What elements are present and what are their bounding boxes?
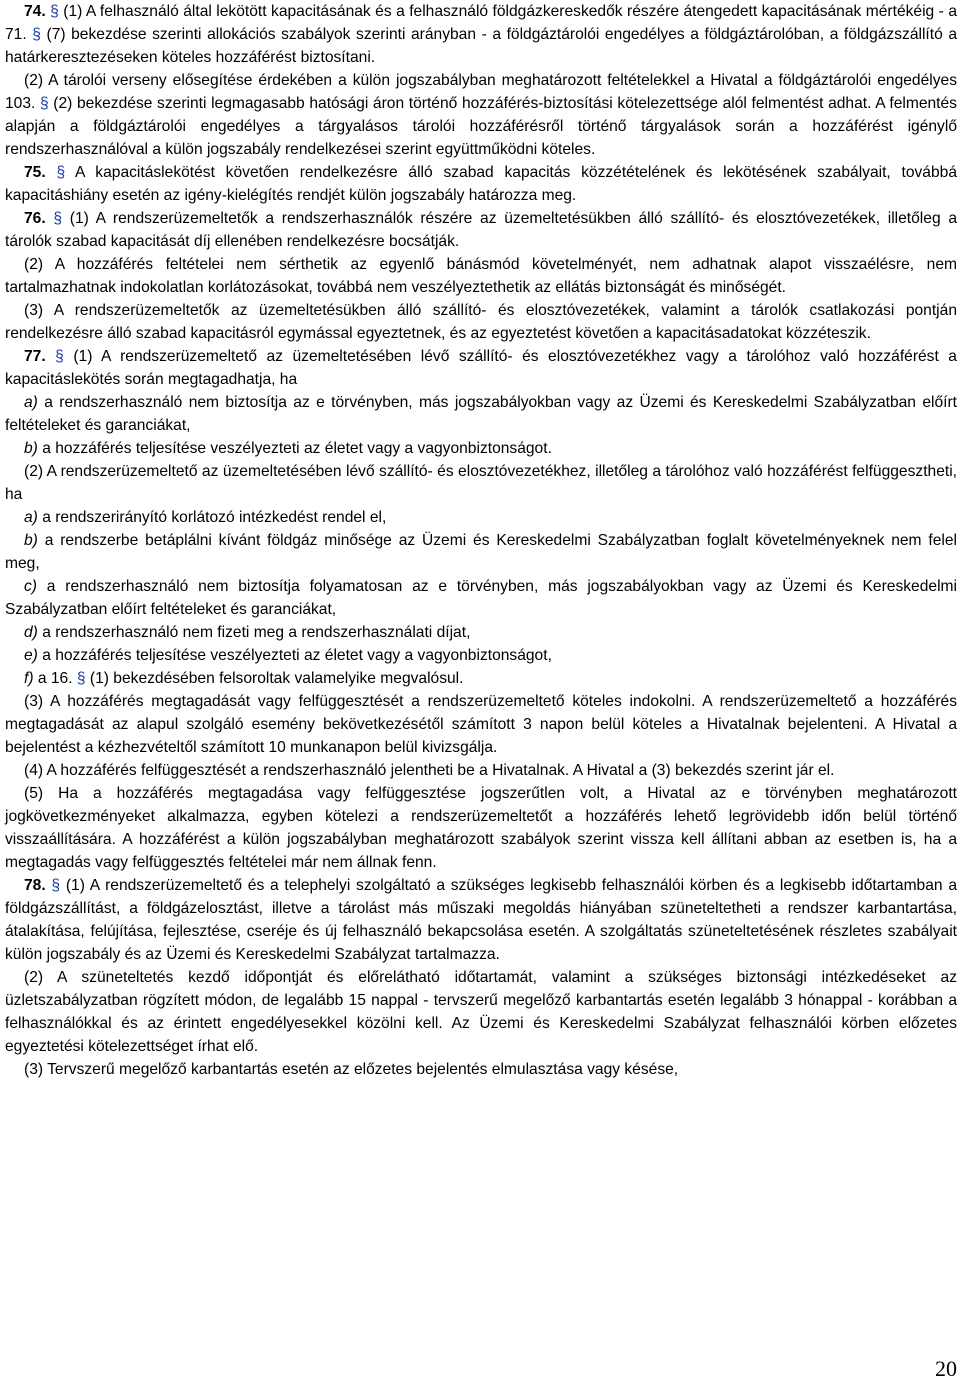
paragraph bbox=[5, 759, 957, 782]
section-link[interactable]: § bbox=[32, 26, 41, 43]
section-link[interactable]: § bbox=[45, 210, 63, 227]
paragraph bbox=[5, 437, 957, 460]
list-marker: a) bbox=[24, 509, 38, 526]
list-marker: f) bbox=[24, 670, 34, 687]
list-marker: b) bbox=[24, 532, 38, 549]
paragraph bbox=[5, 1058, 957, 1081]
section-link[interactable]: § bbox=[45, 348, 64, 365]
paragraph bbox=[5, 874, 957, 966]
list-marker: d) bbox=[24, 624, 38, 641]
paragraph bbox=[5, 782, 957, 874]
paragraph-text: a hozzáférés teljesítése veszélyezteti az életet vagy a vagyonbiztonságot, bbox=[37, 647, 552, 664]
paragraph-text: A kapacitáslekötést követően rendelkezésre álló szabad kapacitás közzétételének és lekötésének szabályait, továbbá kapacitáshiány esetén az igény-kielégítés rendjét külön jogszabály határozza meg. bbox=[5, 164, 957, 204]
paragraph bbox=[5, 0, 957, 69]
paragraph bbox=[5, 529, 957, 575]
section-link[interactable]: § bbox=[39, 95, 49, 112]
paragraph-text: (1) A felhasználó által lekötött kapacitásának és a felhasználó földgázkereskedők részére átengedett kapacitásának mértékéig - a 71. bbox=[5, 3, 957, 43]
paragraph bbox=[5, 575, 957, 621]
paragraph bbox=[5, 391, 957, 437]
paragraph-text: (7) bekezdése szerinti allokációs szabályok szerinti arányban - a földgáztárolói engedélyes a földgáztárolóban, a földgázszállító a határkeresztezéseken köteles hozzáférést biztosítani. bbox=[5, 26, 957, 66]
page-number: 20 bbox=[935, 1356, 957, 1381]
paragraph bbox=[5, 299, 957, 345]
paragraph bbox=[5, 460, 957, 506]
paragraph-text: (2) A rendszerüzemeltető az üzemeltetésében lévő szállító- és elosztóvezetékhez, illetőleg a tárolóhoz való hozzáférést felfüggesztheti, ha bbox=[5, 463, 957, 503]
paragraph-text: a rendszerirányító korlátozó intézkedést rendel el, bbox=[37, 509, 387, 526]
paragraph-text: (1) A rendszerüzemeltetők a rendszerhasználók részére az üzemeltetésükben álló szállító- és elosztóvezetékek, illetőleg a tárolók szabad kapacitását díj ellenében rendelkezésre bocsátják. bbox=[5, 210, 957, 250]
list-marker: e) bbox=[24, 647, 38, 664]
paragraph bbox=[5, 966, 957, 1058]
paragraph-text: (1) A rendszerüzemeltető és a telephelyi szolgáltató a szükséges legkisebb felhasználói körben és a legkisebb időtartamban a földgázszállítást, a földgázelosztást, illetve a tárolást más műszaki megoldás hiányában szüneteltetheti a rendszer karbantartása, átalakítása, felújítása, fejlesztése, cseréje és új felhasználó bekapcsolása esetén. A szolgáltatás szüneteltetésének részletes szabályait külön jogszabály és az Üzemi és Kereskedelmi Szabályzat tartalmazza. bbox=[5, 877, 957, 963]
paragraph-text: a rendszerhasználó nem fizeti meg a rendszerhasználati díjat, bbox=[37, 624, 471, 641]
document-page bbox=[5, 0, 957, 1081]
paragraph bbox=[5, 667, 957, 690]
paragraph-text: a 16. bbox=[33, 670, 77, 687]
paragraph bbox=[5, 207, 957, 253]
paragraph-text: (3) A hozzáférés megtagadását vagy felfüggesztését a rendszerüzemeltető köteles indokolni. A rendszerüzemeltető a hozzáférés megtagadását az alapul szolgáló esemény bekövetkezésétől számított 3 napon belül köteles a Hivatalnak bejelenteni. A Hivatal a bejelentést a kézhezvételtől számított 10 munkanapon belül kivizsgálja. bbox=[5, 693, 957, 756]
paragraph-text: a rendszerhasználó nem biztosítja az e törvényben, más jogszabályokban vagy az Üzemi és Kereskedelmi Szabályzatban előírt feltételeket és garanciákat, bbox=[5, 394, 957, 434]
paragraph-text: (2) A szüneteltetés kezdő időpontját és előrelátható időtartamát, valamint a szükséges biztonsági intézkedéseket az üzletszabályzatban rögzített módon, de legalább 15 nappal - tervszerű megelőző karbantartás esetén legalább 3 hónappal - korábban a felhasználókkal és az érintett engedélyesekkel közölni kell. Az Üzemi és Kereskedelmi Szabályzat felhasználói körben előzetes egyeztetési kötelezettséget írhat elő. bbox=[5, 969, 957, 1055]
list-marker: a) bbox=[24, 394, 38, 411]
paragraph-text: (2) A hozzáférés feltételei nem sérthetik az egyenlő bánásmód követelményét, nem adhatnak alapot visszaélésre, nem tartalmazhatnak indokolatlan korlátozásokat, továbbá nem veszélyeztethetik az ellátás biztonságát és minőségét. bbox=[5, 256, 957, 296]
list-marker: c) bbox=[24, 578, 37, 595]
paragraph-text: (1) bekezdésében felsoroltak valamelyike megvalósul. bbox=[85, 670, 464, 687]
paragraph-text: (3) Tervszerű megelőző karbantartás esetén az előzetes bejelentés elmulasztása vagy késése, bbox=[24, 1061, 679, 1078]
paragraph bbox=[5, 69, 957, 161]
section-link[interactable]: § bbox=[76, 670, 86, 687]
paragraph bbox=[5, 644, 957, 667]
paragraph-text: a rendszerhasználó nem biztosítja folyamatosan az e törvényben, más jogszabályokban vagy az Üzemi és Kereskedelmi Szabályzatban előírt feltételeket és garanciákat, bbox=[5, 578, 957, 618]
list-marker: b) bbox=[24, 440, 38, 457]
section-number: 77. bbox=[24, 348, 46, 365]
paragraph bbox=[5, 161, 957, 207]
section-link[interactable]: § bbox=[45, 877, 61, 894]
paragraph-text: (2) A tárolói verseny elősegítése érdekében a külön jogszabályban meghatározott feltételekkel a Hivatal a földgáztárolói engedélyes 103. bbox=[5, 72, 957, 112]
paragraph bbox=[5, 621, 957, 644]
paragraph-text: (2) bekezdése szerinti legmagasabb hatósági áron történő hozzáférés-biztosítási kötelezettsége alól felmentést adhat. A felmentés alapján a földgáztárolói engedélyes a tárgyalásos tárolói hozzáférésről történő tárgyalások során a hozzáférést igénylő rendszerhasználóval a külön jogszabály rendelkezései szerint együttműködni köteles. bbox=[5, 95, 957, 158]
section-number: 78. bbox=[24, 877, 46, 894]
section-link[interactable]: § bbox=[45, 3, 59, 20]
section-number: 75. bbox=[24, 164, 46, 181]
paragraph-text: (4) A hozzáférés felfüggesztését a rendszerhasználó jelentheti be a Hivatalnak. A Hivatal a (3) bekezdés szerint jár el. bbox=[24, 762, 835, 779]
paragraph bbox=[5, 253, 957, 299]
section-number: 74. bbox=[24, 3, 46, 20]
paragraph bbox=[5, 690, 957, 759]
paragraph-text: (5) Ha a hozzáférés megtagadása vagy felfüggesztése jogszerűtlen volt, a Hivatal az e törvényben meghatározott jogkövetkezményeket alkalmazza, egyben kötelezi a rendszerüzemeltetőt a hozzáférés lehető legrövidebb időn belül történő visszaállítására. A hozzáférést a külön jogszabályban meghatározott szabályok szerint vissza kell állítani abban az esetben is, ha a megtagadás vagy felfüggesztés feltételei már nem állnak fenn. bbox=[5, 785, 957, 871]
section-number: 76. bbox=[24, 210, 46, 227]
paragraph-text: (1) A rendszerüzemeltető az üzemeltetésében lévő szállító- és elosztóvezetékhez vagy a tárolóhoz való hozzáférést a kapacitáslekötés során megtagadhatja, ha bbox=[5, 348, 957, 388]
paragraph-text: a rendszerbe betáplálni kívánt földgáz minősége az Üzemi és Kereskedelmi Szabályzatban foglalt követelményeknek nem felel meg, bbox=[5, 532, 957, 572]
paragraph bbox=[5, 345, 957, 391]
paragraph-text: a hozzáférés teljesítése veszélyezteti az életet vagy a vagyonbiztonságot. bbox=[37, 440, 552, 457]
paragraph-text: (3) A rendszerüzemeltetők az üzemeltetésükben álló szállító- és elosztóvezetékek, valamint a tárolók csatlakozási pontján rendelkezésre álló szabad kapacitásról egymással egyeztetnek, és az egyeztetést követően a kapacitásadatokat közzéteszik. bbox=[5, 302, 957, 342]
paragraph bbox=[5, 506, 957, 529]
section-link[interactable]: § bbox=[45, 164, 66, 181]
